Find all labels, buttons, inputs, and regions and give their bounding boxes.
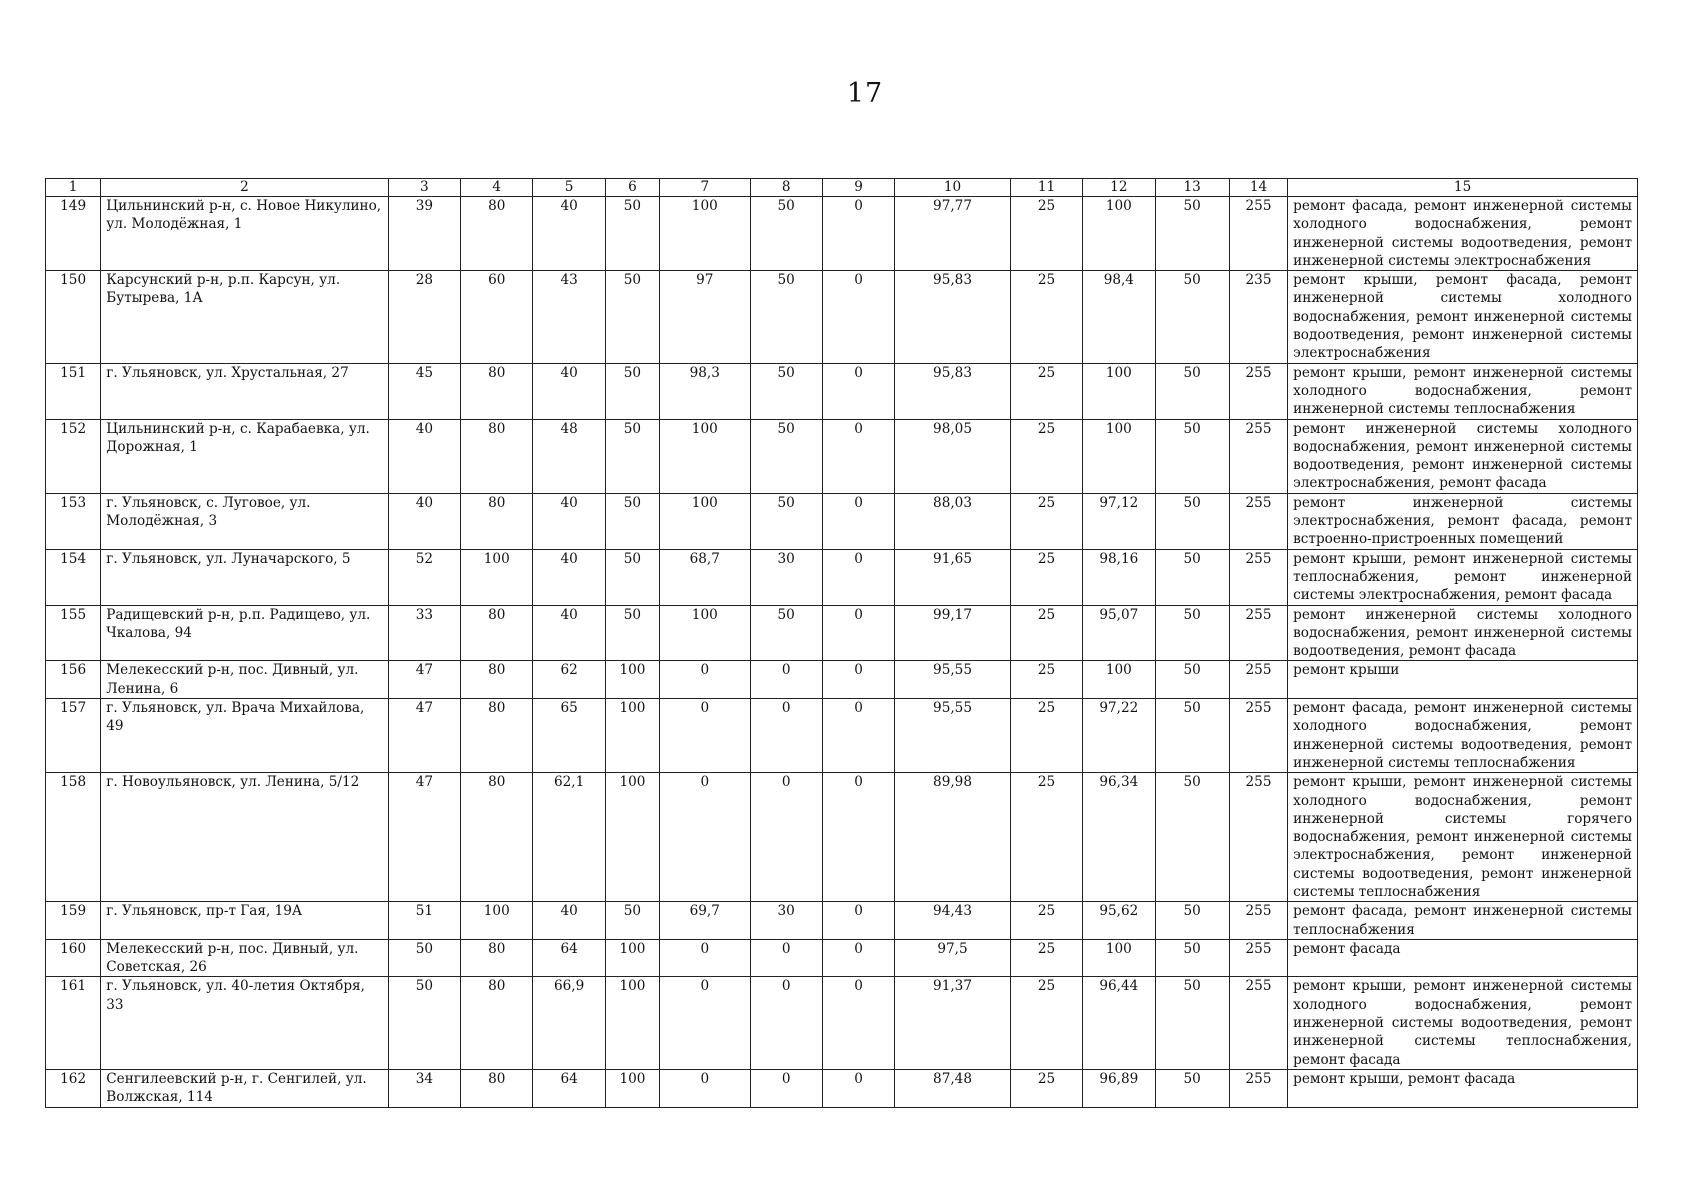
col-5-cell: 64 [533, 939, 605, 977]
col-5-cell: 48 [533, 419, 605, 493]
col-11-cell: 25 [1010, 419, 1082, 493]
col-7-cell: 0 [660, 661, 750, 699]
col-12-cell: 100 [1083, 363, 1155, 419]
col-13-cell: 50 [1155, 549, 1229, 605]
col-13-cell: 50 [1155, 197, 1229, 271]
col-11-cell: 25 [1010, 271, 1082, 363]
col-12-cell: 95,62 [1083, 902, 1155, 940]
header-row [46, 179, 1638, 197]
col-9-cell: 0 [822, 902, 894, 940]
col-3-cell: 50 [388, 939, 460, 977]
col-6-cell: 100 [605, 977, 659, 1069]
col-6-cell: 50 [605, 493, 659, 549]
planned-works-cell: ремонт крыши, ремонт фасада, ремонт инженерной системы холодного водоснабжения, ремонт инженерной системы водоотведения, ремонт инженерной системы электроснабжения [1288, 271, 1638, 363]
col-13-cell: 50 [1155, 419, 1229, 493]
planned-works-cell: ремонт фасада, ремонт инженерной системы холодного водоснабжения, ремонт инженерной системы водоотведения, ремонт инженерной системы электроснабжения [1288, 197, 1638, 271]
planned-works-cell: ремонт крыши, ремонт инженерной системы холодного водоснабжения, ремонт инженерной системы горячего водоснабжения, ремонт инженерной системы электроснабжения, ремонт инженерной системы водоотведения, ремонт инженерной системы теплоснабжения [1288, 773, 1638, 902]
col-7-cell: 0 [660, 773, 750, 902]
column-header: 4 [461, 179, 533, 197]
col-12-cell: 96,44 [1083, 977, 1155, 1069]
col-10-cell: 97,5 [895, 939, 1011, 977]
column-header: 3 [388, 179, 460, 197]
column-header: 1 [46, 179, 101, 197]
col-8-cell: 50 [750, 493, 822, 549]
table-row [46, 549, 1638, 605]
address-cell: г. Ульяновск, ул. Хрустальная, 27 [101, 363, 388, 419]
col-14-cell: 255 [1229, 419, 1287, 493]
address-cell: Цильнинский р-н, с. Новое Никулино, ул. Молодёжная, 1 [101, 197, 388, 271]
col-14-cell: 255 [1229, 549, 1287, 605]
col-11-cell: 25 [1010, 1069, 1082, 1107]
col-13-cell: 50 [1155, 493, 1229, 549]
col-14-cell: 255 [1229, 699, 1287, 773]
col-10-cell: 95,55 [895, 661, 1011, 699]
planned-works-cell: ремонт фасада, ремонт инженерной системы холодного водоснабжения, ремонт инженерной системы водоотведения, ремонт инженерной системы теплоснабжения [1288, 699, 1638, 773]
col-5-cell: 43 [533, 271, 605, 363]
row-number-cell: 152 [46, 419, 101, 493]
col-7-cell: 98,3 [660, 363, 750, 419]
col-8-cell: 0 [750, 939, 822, 977]
col-10-cell: 95,83 [895, 271, 1011, 363]
col-8-cell: 0 [750, 773, 822, 902]
col-3-cell: 47 [388, 773, 460, 902]
col-10-cell: 94,43 [895, 902, 1011, 940]
col-8-cell: 0 [750, 699, 822, 773]
col-10-cell: 87,48 [895, 1069, 1011, 1107]
col-6-cell: 50 [605, 271, 659, 363]
col-14-cell: 255 [1229, 939, 1287, 977]
col-7-cell: 97 [660, 271, 750, 363]
col-5-cell: 40 [533, 605, 605, 661]
col-9-cell: 0 [822, 977, 894, 1069]
planned-works-cell: ремонт инженерной системы холодного водоснабжения, ремонт инженерной системы водоотведения, ремонт инженерной системы электроснабжения, ремонт фасада [1288, 419, 1638, 493]
col-4-cell: 80 [461, 977, 533, 1069]
address-cell: Радищевский р-н, р.п. Радищево, ул. Чкалова, 94 [101, 605, 388, 661]
col-10-cell: 91,65 [895, 549, 1011, 605]
col-3-cell: 40 [388, 419, 460, 493]
col-12-cell: 96,89 [1083, 1069, 1155, 1107]
col-4-cell: 80 [461, 661, 533, 699]
page-number: 17 [846, 78, 884, 109]
col-6-cell: 100 [605, 699, 659, 773]
col-10-cell: 95,55 [895, 699, 1011, 773]
data-table [45, 178, 1638, 1108]
col-8-cell: 50 [750, 271, 822, 363]
col-6-cell: 50 [605, 363, 659, 419]
col-3-cell: 39 [388, 197, 460, 271]
col-5-cell: 40 [533, 197, 605, 271]
address-cell: г. Новоульяновск, ул. Ленина, 5/12 [101, 773, 388, 902]
col-4-cell: 80 [461, 419, 533, 493]
address-cell: Мелекесский р-н, пос. Дивный, ул. Советская, 26 [101, 939, 388, 977]
address-cell: г. Ульяновск, пр-т Гая, 19А [101, 902, 388, 940]
col-12-cell: 98,4 [1083, 271, 1155, 363]
col-6-cell: 100 [605, 661, 659, 699]
row-number-cell: 161 [46, 977, 101, 1069]
col-9-cell: 0 [822, 549, 894, 605]
address-cell: Карсунский р-н, р.п. Карсун, ул. Бутырева, 1А [101, 271, 388, 363]
col-14-cell: 235 [1229, 271, 1287, 363]
row-number-cell: 150 [46, 271, 101, 363]
col-11-cell: 25 [1010, 902, 1082, 940]
table-row [46, 197, 1638, 271]
col-7-cell: 0 [660, 699, 750, 773]
col-9-cell: 0 [822, 661, 894, 699]
col-11-cell: 25 [1010, 699, 1082, 773]
col-12-cell: 98,16 [1083, 549, 1155, 605]
row-number-cell: 162 [46, 1069, 101, 1107]
planned-works-cell: ремонт фасада, ремонт инженерной системы теплоснабжения [1288, 902, 1638, 940]
col-13-cell: 50 [1155, 605, 1229, 661]
col-8-cell: 50 [750, 605, 822, 661]
col-10-cell: 89,98 [895, 773, 1011, 902]
col-8-cell: 30 [750, 902, 822, 940]
col-6-cell: 100 [605, 1069, 659, 1107]
column-header: 2 [101, 179, 388, 197]
planned-works-cell: ремонт инженерной системы электроснабжения, ремонт фасада, ремонт встроенно-пристроенных помещений [1288, 493, 1638, 549]
col-5-cell: 62 [533, 661, 605, 699]
col-7-cell: 69,7 [660, 902, 750, 940]
col-6-cell: 100 [605, 773, 659, 902]
col-9-cell: 0 [822, 1069, 894, 1107]
table-row [46, 939, 1638, 977]
col-13-cell: 50 [1155, 363, 1229, 419]
col-3-cell: 28 [388, 271, 460, 363]
col-12-cell: 100 [1083, 661, 1155, 699]
col-13-cell: 50 [1155, 661, 1229, 699]
col-5-cell: 40 [533, 549, 605, 605]
planned-works-cell: ремонт крыши, ремонт инженерной системы холодного водоснабжения, ремонт инженерной системы водоотведения, ремонт инженерной системы теплоснабжения, ремонт фасада [1288, 977, 1638, 1069]
col-5-cell: 40 [533, 363, 605, 419]
col-10-cell: 91,37 [895, 977, 1011, 1069]
col-13-cell: 50 [1155, 699, 1229, 773]
col-5-cell: 40 [533, 902, 605, 940]
col-4-cell: 100 [461, 902, 533, 940]
col-11-cell: 25 [1010, 549, 1082, 605]
row-number-cell: 155 [46, 605, 101, 661]
col-4-cell: 80 [461, 939, 533, 977]
col-11-cell: 25 [1010, 661, 1082, 699]
col-10-cell: 88,03 [895, 493, 1011, 549]
col-3-cell: 47 [388, 661, 460, 699]
col-4-cell: 80 [461, 699, 533, 773]
col-5-cell: 65 [533, 699, 605, 773]
col-8-cell: 50 [750, 197, 822, 271]
col-14-cell: 255 [1229, 1069, 1287, 1107]
address-cell: г. Ульяновск, с. Луговое, ул. Молодёжная, 3 [101, 493, 388, 549]
table-row [46, 977, 1638, 1069]
col-14-cell: 255 [1229, 661, 1287, 699]
col-11-cell: 25 [1010, 939, 1082, 977]
col-9-cell: 0 [822, 363, 894, 419]
col-9-cell: 0 [822, 699, 894, 773]
planned-works-cell: ремонт крыши, ремонт инженерной системы теплоснабжения, ремонт инженерной системы электроснабжения, ремонт фасада [1288, 549, 1638, 605]
col-6-cell: 50 [605, 605, 659, 661]
col-8-cell: 0 [750, 977, 822, 1069]
col-7-cell: 100 [660, 493, 750, 549]
planned-works-cell: ремонт фасада [1288, 939, 1638, 977]
column-header: 6 [605, 179, 659, 197]
address-cell: г. Ульяновск, ул. 40-летия Октября, 33 [101, 977, 388, 1069]
col-5-cell: 64 [533, 1069, 605, 1107]
row-number-cell: 149 [46, 197, 101, 271]
col-3-cell: 40 [388, 493, 460, 549]
address-cell: г. Ульяновск, ул. Врача Михайлова, 49 [101, 699, 388, 773]
col-9-cell: 0 [822, 605, 894, 661]
column-header: 10 [895, 179, 1011, 197]
row-number-cell: 159 [46, 902, 101, 940]
column-header: 14 [1229, 179, 1287, 197]
table-row [46, 419, 1638, 493]
col-5-cell: 40 [533, 493, 605, 549]
col-11-cell: 25 [1010, 363, 1082, 419]
col-4-cell: 80 [461, 493, 533, 549]
column-header: 13 [1155, 179, 1229, 197]
col-3-cell: 51 [388, 902, 460, 940]
col-12-cell: 100 [1083, 939, 1155, 977]
table-row [46, 493, 1638, 549]
col-11-cell: 25 [1010, 493, 1082, 549]
address-cell: Сенгилеевский р-н, г. Сенгилей, ул. Волжская, 114 [101, 1069, 388, 1107]
col-12-cell: 97,12 [1083, 493, 1155, 549]
col-11-cell: 25 [1010, 605, 1082, 661]
col-13-cell: 50 [1155, 902, 1229, 940]
table-row [46, 1069, 1638, 1107]
col-4-cell: 60 [461, 271, 533, 363]
table-row [46, 271, 1638, 363]
col-8-cell: 0 [750, 1069, 822, 1107]
col-11-cell: 25 [1010, 197, 1082, 271]
table-row [46, 605, 1638, 661]
col-14-cell: 255 [1229, 605, 1287, 661]
col-13-cell: 50 [1155, 977, 1229, 1069]
col-3-cell: 50 [388, 977, 460, 1069]
table-row [46, 661, 1638, 699]
table-body [46, 197, 1638, 1108]
col-4-cell: 100 [461, 549, 533, 605]
planned-works-cell: ремонт крыши, ремонт инженерной системы холодного водоснабжения, ремонт инженерной системы теплоснабжения [1288, 363, 1638, 419]
row-number-cell: 153 [46, 493, 101, 549]
row-number-cell: 158 [46, 773, 101, 902]
col-12-cell: 100 [1083, 197, 1155, 271]
col-12-cell: 100 [1083, 419, 1155, 493]
table-row [46, 699, 1638, 773]
col-3-cell: 34 [388, 1069, 460, 1107]
col-10-cell: 99,17 [895, 605, 1011, 661]
col-8-cell: 50 [750, 363, 822, 419]
row-number-cell: 160 [46, 939, 101, 977]
col-11-cell: 25 [1010, 773, 1082, 902]
col-12-cell: 96,34 [1083, 773, 1155, 902]
address-cell: Мелекесский р-н, пос. Дивный, ул. Ленина, 6 [101, 661, 388, 699]
column-header: 15 [1288, 179, 1638, 197]
col-9-cell: 0 [822, 271, 894, 363]
col-3-cell: 33 [388, 605, 460, 661]
col-6-cell: 50 [605, 197, 659, 271]
col-8-cell: 30 [750, 549, 822, 605]
col-5-cell: 66,9 [533, 977, 605, 1069]
col-12-cell: 95,07 [1083, 605, 1155, 661]
col-8-cell: 50 [750, 419, 822, 493]
col-11-cell: 25 [1010, 977, 1082, 1069]
col-5-cell: 62,1 [533, 773, 605, 902]
row-number-cell: 154 [46, 549, 101, 605]
col-4-cell: 80 [461, 1069, 533, 1107]
col-14-cell: 255 [1229, 197, 1287, 271]
col-9-cell: 0 [822, 197, 894, 271]
col-9-cell: 0 [822, 493, 894, 549]
col-4-cell: 80 [461, 197, 533, 271]
col-6-cell: 100 [605, 939, 659, 977]
column-header: 5 [533, 179, 605, 197]
col-13-cell: 50 [1155, 773, 1229, 902]
col-3-cell: 47 [388, 699, 460, 773]
col-7-cell: 100 [660, 419, 750, 493]
col-14-cell: 255 [1229, 977, 1287, 1069]
col-10-cell: 95,83 [895, 363, 1011, 419]
col-7-cell: 100 [660, 197, 750, 271]
col-7-cell: 0 [660, 977, 750, 1069]
address-cell: Цильнинский р-н, с. Карабаевка, ул. Дорожная, 1 [101, 419, 388, 493]
col-6-cell: 50 [605, 902, 659, 940]
col-4-cell: 80 [461, 605, 533, 661]
column-header: 11 [1010, 179, 1082, 197]
col-7-cell: 0 [660, 939, 750, 977]
col-10-cell: 98,05 [895, 419, 1011, 493]
col-7-cell: 0 [660, 1069, 750, 1107]
col-9-cell: 0 [822, 939, 894, 977]
col-10-cell: 97,77 [895, 197, 1011, 271]
col-6-cell: 50 [605, 549, 659, 605]
column-header: 12 [1083, 179, 1155, 197]
col-4-cell: 80 [461, 363, 533, 419]
row-number-cell: 156 [46, 661, 101, 699]
col-3-cell: 52 [388, 549, 460, 605]
col-8-cell: 0 [750, 661, 822, 699]
column-header: 7 [660, 179, 750, 197]
col-12-cell: 97,22 [1083, 699, 1155, 773]
planned-works-cell: ремонт крыши [1288, 661, 1638, 699]
col-13-cell: 50 [1155, 271, 1229, 363]
col-14-cell: 255 [1229, 493, 1287, 549]
col-13-cell: 50 [1155, 1069, 1229, 1107]
col-14-cell: 255 [1229, 902, 1287, 940]
col-9-cell: 0 [822, 773, 894, 902]
col-3-cell: 45 [388, 363, 460, 419]
col-7-cell: 68,7 [660, 549, 750, 605]
col-9-cell: 0 [822, 419, 894, 493]
row-number-cell: 151 [46, 363, 101, 419]
planned-works-cell: ремонт крыши, ремонт фасада [1288, 1069, 1638, 1107]
col-14-cell: 255 [1229, 773, 1287, 902]
table-row [46, 363, 1638, 419]
col-14-cell: 255 [1229, 363, 1287, 419]
col-13-cell: 50 [1155, 939, 1229, 977]
column-header: 8 [750, 179, 822, 197]
row-number-cell: 157 [46, 699, 101, 773]
col-7-cell: 100 [660, 605, 750, 661]
planned-works-cell: ремонт инженерной системы холодного водоснабжения, ремонт инженерной системы водоотведения, ремонт фасада [1288, 605, 1638, 661]
col-4-cell: 80 [461, 773, 533, 902]
table-row [46, 902, 1638, 940]
address-cell: г. Ульяновск, ул. Луначарского, 5 [101, 549, 388, 605]
col-6-cell: 50 [605, 419, 659, 493]
table-row [46, 773, 1638, 902]
column-header: 9 [822, 179, 894, 197]
